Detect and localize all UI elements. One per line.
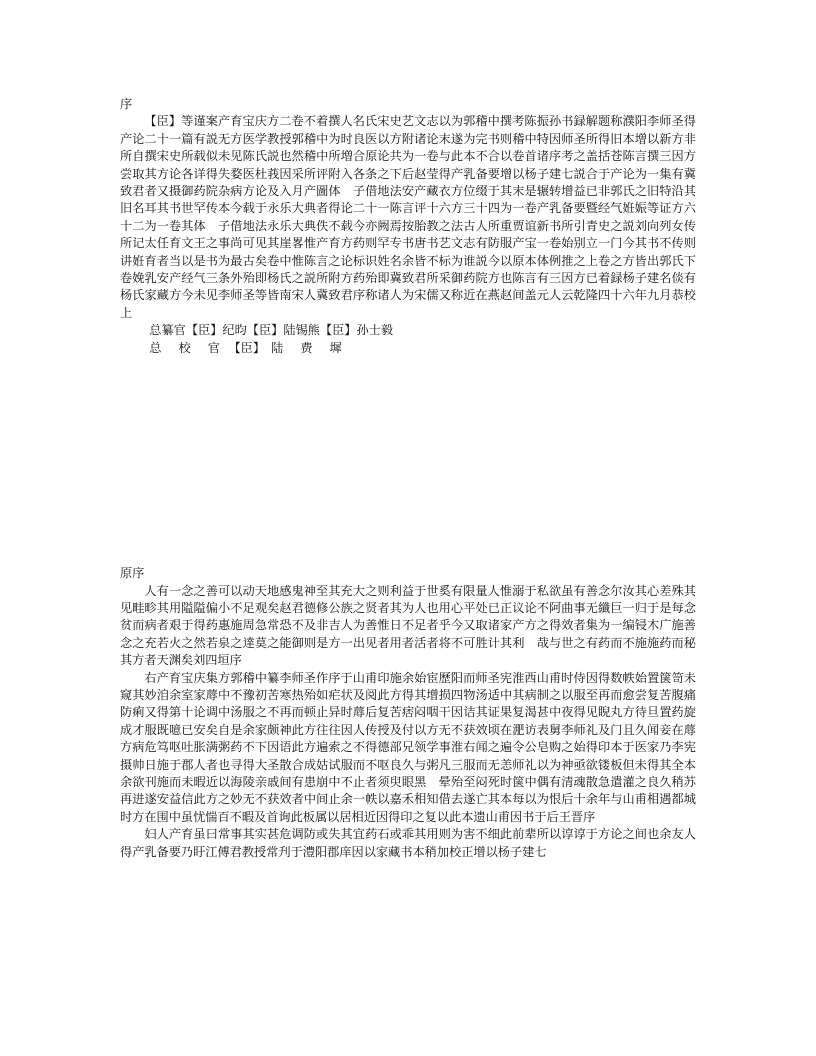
original-preface-paragraph-2: 右产育宝庆集方郭稽中纂李师圣作序于山甫印施余始宦歷阳而师圣宪淮西山甫时侍因得数帙始置箧笥未窥其妙洎余室家蓐中不豫初苦寒热殆如疟状及阅此方得其增损四物汤适中其病制之以服至再而愈尝复苦腹痛防痢又得第十论调中汤服之不再而顿止异时蓐后复苦痞闷咽干因诘其证果复渴甚中夜得见睨丸方待旦置药旋成才服既噫已安矣自是余家颇神此方往往因人传授及付以方无不获效顷在淝访表舅李师礼及门且久闻妾在蓐方病危笃呕吐胀满粥药不下因语此方遍索之不得德部兄领学事淮右闻之遍令公皂购之始得印本于医家乃李宪摄帅日施于郡人者也寻得大圣散合成姑试服而不呕良久与粥凡三服而无恙师礼以为神亟欲镂板但未得其全本余欲刊施而未暇近以海陵亲戚间有患崩中不止者须臾眼黑 晕殆至闷死时箧中偶有清魂散急遣灌之良久稍苏再进遂安益信此方之妙无不获效者中间止余一帙以嘉禾相知借去遂亡其本每以为恨后十余年与山甫相遇都城时方在围中虽忧惴百不暇及首询此板属以居相近因得印之复以此本遗山甫因书于后王晋序	[120, 670, 696, 824]
original-preface-heading: 原序	[120, 566, 145, 581]
preface-heading: 序	[120, 97, 133, 111]
proofreader-role: 总 校 官	[149, 340, 223, 355]
blank-gap	[120, 357, 696, 565]
document-page	[120, 96, 696, 861]
original-preface-paragraph-3: 妇人产育虽曰常事其实甚危调防或失其宜药石或乖其用则为害不细此前辈所以谆谆于方论之间也余友人得产乳备要乃盱江傅君教授常刋于澧阳郡庠因以家藏书本稍加校正增以杨子建七	[120, 827, 696, 859]
credits-proofreader	[120, 340, 696, 357]
proofreader-mark: 【臣】	[234, 340, 259, 355]
original-preface-paragraph-1: 人有一念之善可以动天地感鬼神至其充大之则利益于世奚有限量人惟溺于私欲虽有善念尔汝其心差殊其见畦畛其用隘隘偏小不足观矣赵君德修公族之贤者其为人也用心平处已正议论不阿曲事无纖巨一归于是每念贫而病者艰于得药惠施周急常恐不及非吉人为善惟日不足者乎今又取诸家产方之得效者集为一编锓木广施善念之充若火之然若泉之達莫之能御则是方一出见者用者活者将不可胜计其利 哉与世之有药而不施施药而秘其方者天渊矣刘四垣序	[120, 583, 696, 668]
preface-body: 【臣】等谨案产育宝庆方二卷不着撰人名氏宋史艺文志以为郭稽中撰考陈振孙书録解题称濮阳李师圣得产论二十一篇有説无方医学教授郭稽中为时良医以方附诸论末遂为完书则稽中特因师圣所得旧本增以新方非所自撰宋史所载似未见陈氏説也然稽中所増合原论共为一卷与此本不合以卷首诸序考之盖括苍陈言撰三因方尝取其方论各详得失婺医杜莪因采所评附入各条之下后赵莹得产乳备要增以杨子建七説合于产论为一集有冀致君者又摄御药院杂病方论及入月产圖体 子借地法安产藏衣方位缀于其末是辗转增益已非郭氏之旧特沿其旧名耳其书世罕传本今载于永乐大典者得论二十一陈言评十六方三十四为一卷产乳备要暨经气姙娠等证方六十二为一卷其体 子借地法永乐大典佚不载今亦阙焉按胎教之法古人所重贾谊新书所引青史之説刘向列女传所记太任育文王之事尚可见其崖畧惟产育方药则罕专书唐书艺文志有防服产宝一卷始别立一门今其书不传则讲姙育者当以是书为最古矣卷中惟陈言之论标识姓名余皆不标为谁説今以原本体例推之上卷之方皆出郭氏下卷娩乳安产经气三条外殆即杨氏之説所附方药殆即冀致君所采御药院方也陈言有三因方已着録杨子建名倓有杨氏家藏方今未见李师圣等皆南宋人冀致君序称诸人为宋儒又称近在燕赵间盖元人云乾隆四十六年九月恭校上	[120, 114, 696, 320]
credits-compilers: 总纂官【臣】纪昀【臣】陆锡熊【臣】孙士毅	[149, 323, 394, 338]
proofreader-name: 陆 费 墀	[271, 340, 345, 355]
